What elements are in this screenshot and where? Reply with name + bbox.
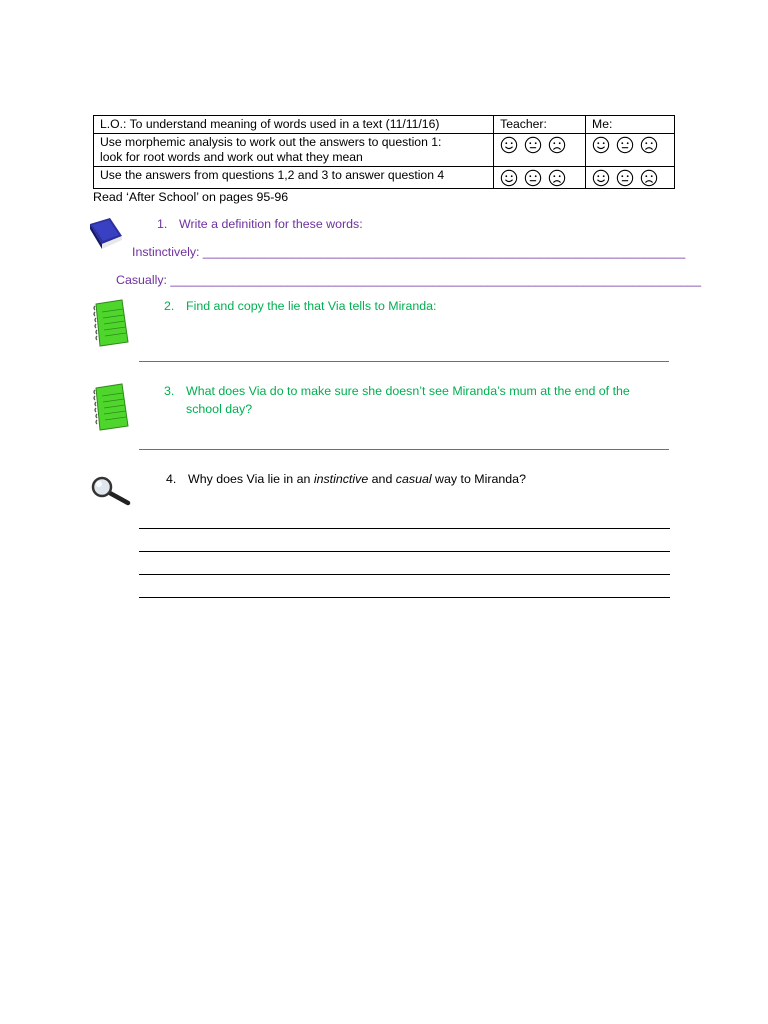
- table-header-row: [94, 116, 675, 134]
- question-1: [157, 215, 363, 233]
- answer-field-instinctively[interactable]: Instinctively: ______________________________________________________________________: [132, 245, 686, 259]
- question-text-line: What does Via do to make sure she doesn’t see Miranda’s mum at the end of the: [186, 384, 630, 398]
- criteria-cell: [94, 134, 494, 167]
- neutral-face-icon[interactable]: [616, 136, 634, 154]
- criteria-cell: Use the answers from questions 1,2 and 3 to answer question 4: [94, 167, 494, 189]
- answer-line[interactable]: [139, 597, 670, 598]
- magnifying-glass-icon: [90, 475, 132, 507]
- criteria-text-line: look for root words and work out what they mean: [100, 150, 363, 164]
- question-3: [164, 382, 664, 418]
- neutral-face-icon[interactable]: [524, 169, 542, 187]
- answer-line[interactable]: [139, 551, 670, 552]
- answer-field-casually[interactable]: Casually: _____________________________________________________________________________: [116, 273, 702, 287]
- neutral-face-icon[interactable]: [524, 136, 542, 154]
- smiley-face-icon[interactable]: [500, 136, 518, 154]
- answer-line[interactable]: [139, 449, 669, 450]
- teacher-faces-cell[interactable]: [494, 167, 586, 189]
- question-text: way to Miranda?: [431, 472, 526, 486]
- sad-face-icon[interactable]: [640, 169, 658, 187]
- me-header-cell: Me:: [586, 116, 675, 134]
- answer-line[interactable]: [139, 574, 670, 575]
- smiley-face-icon[interactable]: [592, 169, 610, 187]
- question-text: Why does Via lie in an: [188, 472, 314, 486]
- green-notepad-icon: [92, 298, 130, 348]
- sad-face-icon[interactable]: [548, 136, 566, 154]
- me-faces-cell[interactable]: [586, 134, 675, 167]
- learning-objective-table: [93, 115, 675, 189]
- question-text: Find and copy the lie that Via tells to Miranda:: [186, 299, 437, 313]
- question-text: Write a definition for these words:: [179, 217, 363, 231]
- question-2: [164, 297, 436, 315]
- answer-line[interactable]: [139, 528, 670, 529]
- question-text: and: [368, 472, 396, 486]
- teacher-faces-cell[interactable]: [494, 134, 586, 167]
- criteria-text-line: Use morphemic analysis to work out the answers to question 1:: [100, 135, 442, 149]
- me-faces-cell[interactable]: [586, 167, 675, 189]
- sad-face-icon[interactable]: [640, 136, 658, 154]
- question-4: [166, 470, 526, 488]
- teacher-header-cell: Teacher:: [494, 116, 586, 134]
- neutral-face-icon[interactable]: [616, 169, 634, 187]
- question-number: 1.: [157, 217, 168, 231]
- question-number: 3.: [164, 384, 175, 398]
- question-number: 4.: [166, 472, 177, 486]
- blue-book-icon: [86, 216, 124, 252]
- smiley-face-icon[interactable]: [500, 169, 518, 187]
- question-text-line: school day?: [186, 402, 253, 416]
- smiley-face-icon[interactable]: [592, 136, 610, 154]
- emphasis-casual: casual: [395, 472, 432, 486]
- table-row: [94, 167, 675, 189]
- sad-face-icon[interactable]: [548, 169, 566, 187]
- answer-line[interactable]: [139, 361, 669, 362]
- green-notepad-icon: [92, 382, 130, 432]
- table-row: [94, 134, 675, 167]
- question-number: 2.: [164, 299, 175, 313]
- read-instruction: Read ‘After School’ on pages 95-96: [93, 190, 289, 204]
- objective-cell: L.O.: To understand meaning of words used in a text (11/11/16): [94, 116, 494, 134]
- emphasis-instinctive: instinctive: [313, 472, 369, 486]
